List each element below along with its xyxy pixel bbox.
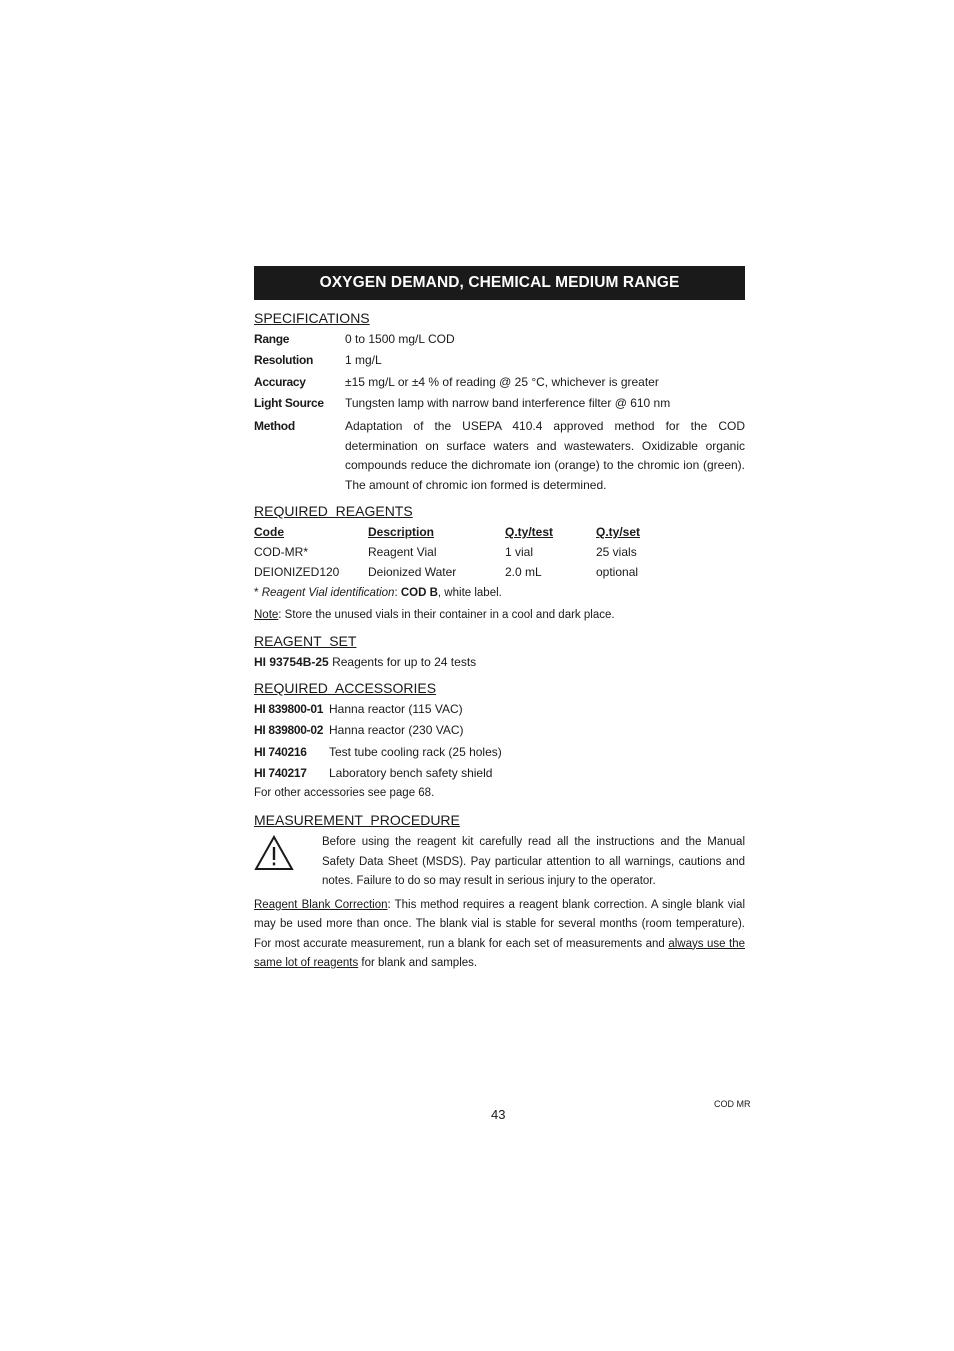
- reagents-heading: REQUIRED REAGENTS: [254, 503, 413, 519]
- accessory-code: HI 740216: [254, 744, 307, 759]
- procedure-heading: MEASUREMENT PROCEDURE: [254, 812, 460, 828]
- spec-value: ±15 mg/L or ±4 % of reading @ 25 °C, whichever is greater: [345, 375, 659, 389]
- accessory-code: HI 740217: [254, 766, 307, 781]
- column-header: Q.ty/test: [505, 525, 554, 539]
- reagent-set-code: HI 93754B-25: [254, 655, 329, 669]
- accessories-section: [254, 679, 745, 802]
- footnote-italic: Reagent Vial identification: [261, 587, 395, 599]
- accessory-text: Laboratory bench safety shield: [329, 766, 493, 781]
- cell-qty-test: 2.0 mL: [505, 565, 542, 579]
- list-item: [254, 698, 745, 720]
- specifications-section: [254, 309, 745, 495]
- cell-description: Deionized Water: [368, 565, 457, 579]
- page-title: OXYGEN DEMAND, CHEMICAL MEDIUM RANGE: [319, 274, 680, 291]
- reagents-table-header: [254, 522, 745, 542]
- footnote-vial-code: COD B: [400, 587, 438, 599]
- note-label: Note: [254, 609, 279, 621]
- spec-label: Resolution: [254, 353, 313, 367]
- spec-label: Range: [254, 332, 290, 346]
- accessory-code: HI 839800-02: [254, 723, 324, 738]
- footnote-rest: , white label.: [437, 587, 502, 599]
- list-item: [254, 720, 745, 742]
- cell-description: Reagent Vial: [368, 545, 437, 559]
- list-item: [254, 763, 745, 785]
- manual-page: [254, 266, 745, 974]
- list-item: [254, 741, 745, 763]
- other-accessories-note: For other accessories see page 68.: [254, 787, 435, 799]
- reagents-section: [254, 502, 745, 624]
- page-number: 43: [491, 1107, 506, 1122]
- accessory-text: Hanna reactor (115 VAC): [329, 701, 463, 716]
- cell-qty-test: 1 vial: [505, 545, 534, 559]
- warning-text: Before using the reagent kit carefully read all the instructions and the Manual Safety Data Sheet (MSDS). Pay particular attention to all warnings, cautions and notes. Failure to do so may result in serious injury to the operator.: [322, 836, 745, 887]
- table-row: [254, 562, 745, 582]
- footnote-marker: *: [254, 587, 259, 599]
- footnote-colon: :: [394, 587, 401, 599]
- blank-correction-text: : This method requires a reagent blank correction. A single blank vial may be used more than once. The blank vial is stable for several months (room temperature). For most accurate measurement, run a blank for each set of measurements and: [254, 898, 745, 950]
- cell-code: DEIONIZED120: [254, 565, 340, 579]
- reagent-set-section: [254, 632, 745, 671]
- blank-correction-emphasis: always use the same lot of reagents: [254, 937, 745, 969]
- column-header: Code: [254, 525, 284, 539]
- spec-label: Accuracy: [254, 375, 306, 389]
- spec-label: Light Source: [254, 396, 324, 410]
- reagent-set-text: Reagents for up to 24 tests: [332, 655, 477, 669]
- accessory-text: Test tube cooling rack (25 holes): [329, 744, 502, 759]
- note-text: : Store the unused vials in their container in a cool and dark place.: [278, 609, 615, 621]
- cell-qty-set: optional: [596, 565, 639, 579]
- spec-value: Adaptation of the USEPA 410.4 approved method for the COD determination on surface waters and wastewaters. Oxidizable organic compounds reduce the dichromate ion (orange) to the chromic ion (green). The amount of chromic ion formed is determined.: [345, 419, 745, 492]
- specifications-heading: SPECIFICATIONS: [254, 310, 370, 326]
- cell-code: COD-MR*: [254, 545, 308, 559]
- warning-triangle-icon: [254, 833, 322, 892]
- spec-value: Tungsten lamp with narrow band interference filter @ 610 nm: [345, 396, 671, 410]
- spec-row-method: [254, 417, 745, 495]
- spec-row-accuracy: [254, 375, 745, 396]
- reagent-note: [254, 606, 745, 624]
- blank-correction-label: Reagent Blank Correction: [254, 898, 388, 911]
- reagent-set-row: [254, 653, 745, 671]
- procedure-section: [254, 811, 745, 974]
- table-row: [254, 542, 745, 562]
- reagent-set-heading: REAGENT SET: [254, 633, 357, 649]
- accessories-heading: REQUIRED ACCESSORIES: [254, 680, 437, 696]
- accessory-text: Hanna reactor (230 VAC): [329, 723, 464, 738]
- column-header: Q.ty/set: [596, 525, 641, 539]
- spec-value: 0 to 1500 mg/L COD: [345, 332, 455, 346]
- blank-correction-paragraph: [254, 896, 745, 974]
- blank-correction-text-end: for blank and samples.: [358, 957, 478, 969]
- safety-warning: [254, 833, 745, 892]
- spec-row-resolution: [254, 353, 745, 375]
- spec-value: 1 mg/L: [345, 353, 382, 367]
- page-title-bar: [254, 266, 745, 300]
- spec-row-range: [254, 332, 745, 353]
- column-header: Description: [368, 525, 435, 539]
- reagent-footnote: [254, 584, 745, 602]
- footer-code: COD MR: [714, 1099, 751, 1109]
- spec-row-light-source: [254, 396, 745, 417]
- cell-qty-set: 25 vials: [596, 545, 637, 559]
- spec-label: Method: [254, 419, 295, 433]
- accessory-code: HI 839800-01: [254, 701, 324, 716]
